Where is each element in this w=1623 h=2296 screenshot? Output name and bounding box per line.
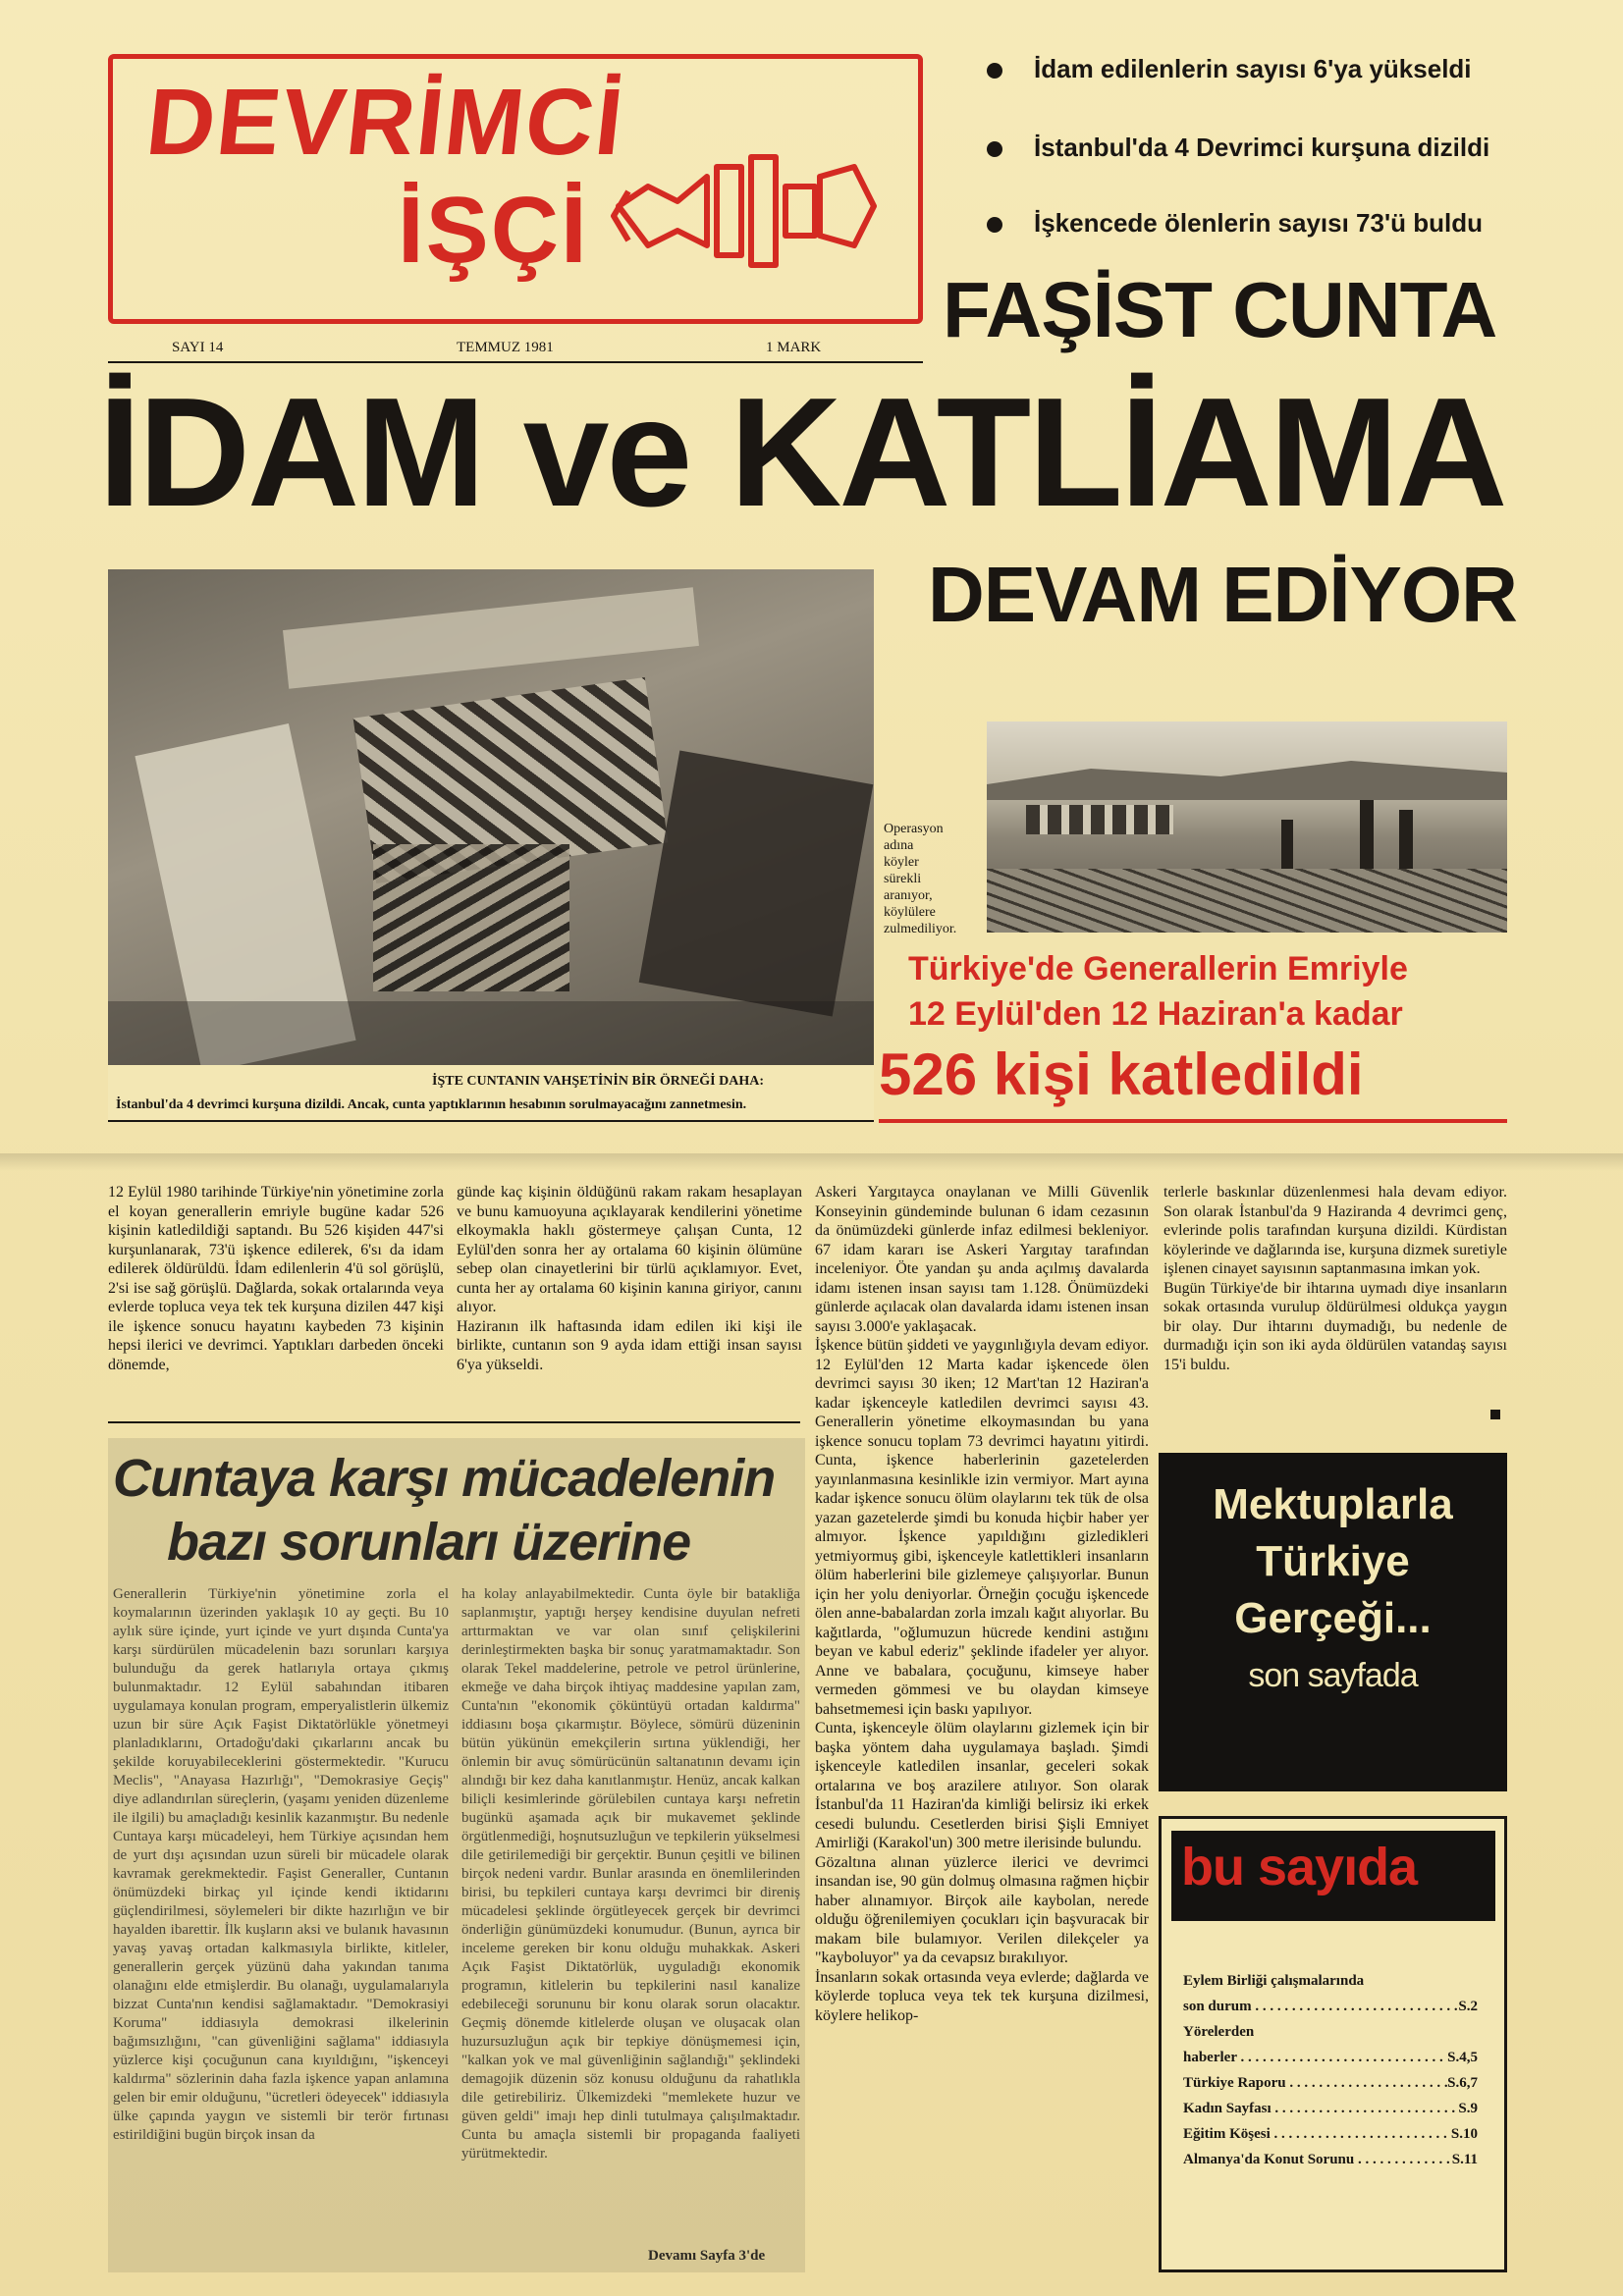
second-article-title-line1: Cuntaya karşı mücadelenin	[113, 1449, 776, 1508]
bullet-item-2	[987, 133, 1489, 163]
caption-line: aranıyor,	[884, 888, 933, 903]
toc-item-page: S.6,7	[1447, 2075, 1478, 2091]
caption-line: köylülere	[884, 905, 936, 920]
article-col-1: 12 Eylül 1980 tarihinde Türkiye'nin yönetimine zorla el koyan generallerin emriyle bugüne kadar 526 kişinin katledildiği saptandı. Bu 526 kişiden 447'si kurşunlanarak, 73'ü işkence edilerek, 6'sı da idam edilerek öldürüldü. İdam edilenlerin 4'ü sol görüşlü, 2'si ise sağ görüşlü. Dağlarda, sokak ortalarında veya evlerde topluca veya tek tek kurşuna dizilen 447 kişi ile işkence sonucu hayatını kaybeden 73 kişinin hepsi ilerici ve devrimci. Yaptıkları darbeden önceki dönemde,	[108, 1184, 444, 1373]
toc-item[interactable]	[1183, 2045, 1478, 2070]
toc-item-label: Kadın Sayfası . . .	[1183, 2096, 1458, 2121]
toc-item-page: S.10	[1450, 2126, 1478, 2142]
caption-line: sürekli	[884, 872, 922, 886]
red-headline-line3: 526 kişi katledildi	[879, 1041, 1364, 1107]
toc-item-page: S.4,5	[1447, 2050, 1478, 2065]
bullet-item-1	[987, 54, 1472, 84]
masthead-logo-line1: DEVRİMCİ	[141, 70, 630, 175]
toc-item-label: Yörelerden	[1183, 2024, 1255, 2040]
toc-item-label: Almanya'da Konut Sorunu . . .	[1183, 2147, 1452, 2172]
photo-caption-title: İŞTE CUNTANIN VAHŞETİNİN BİR ÖRNEĞİ DAHA:	[432, 1074, 765, 1089]
toc-item-label: son durum . . .	[1183, 1994, 1458, 2019]
second-article-title-line2: bazı sorunları üzerine	[167, 1513, 691, 1572]
toc-item[interactable]	[1183, 2121, 1478, 2147]
toc-item-page: S.11	[1451, 2152, 1478, 2167]
photo-caption-box	[108, 1065, 874, 1122]
headline-main: İDAM ve KATLİAMA	[98, 366, 1505, 539]
wrench-logo-icon	[609, 147, 884, 285]
column-rule	[108, 1421, 800, 1423]
masthead-rule	[108, 361, 923, 363]
toc-item[interactable]	[1183, 2096, 1478, 2121]
ad-line1: Mektuplarla	[1213, 1480, 1453, 1528]
letters-ad-box	[1159, 1453, 1507, 1791]
fold-shadow	[0, 1153, 1623, 1171]
photo-caption-text: İstanbul'da 4 devrimci kurşuna dizildi. Ancak, cunta yaptıklarının hesabının sorulmayacağını zannetmesin.	[116, 1097, 747, 1112]
caption-line: köyler	[884, 855, 919, 870]
toc-item[interactable]	[1183, 2147, 1478, 2172]
toc-item-label: Türkiye Raporu . . .	[1183, 2070, 1447, 2096]
toc-item-page: S.9	[1458, 2101, 1478, 2116]
bullet-text: İşkencede ölenlerin sayısı 73'ü buldu	[1034, 208, 1484, 238]
toc-item-label: Eylem Birliği çalışmalarında	[1183, 1973, 1365, 1989]
bullet-dot-icon	[987, 141, 1002, 157]
issue-price: 1 MARK	[766, 340, 822, 355]
toc-item[interactable]	[1183, 2019, 1478, 2045]
photo-village-operation	[987, 721, 1507, 933]
toc-item-label: Eğitim Köşesi . . .	[1183, 2121, 1451, 2147]
toc-item[interactable]	[1183, 1968, 1478, 1994]
bullet-item-3	[987, 208, 1483, 239]
article-col-4: terlerle baskınlar düzenlenmesi hala devam ediyor. Son olarak İstanbul'da 9 Haziranda 4 devrimci genç, evlerinde polis tarafından kurşuna dizildi. Kürdistan köylerinde ve dağlarında ise, kurşuna dizmek suretiyle işlenen cinayet sayısının saptanmasına imkan yok. Bugün Türkiye'de bir ihtarına uymadı diye insanların sokak ortasında vurulup öldürülmesi oldukça yaygın bir olay. Dur ihtarını duymadığı, bu nedenle de durmadığı için son iki ayda öldürülen vatandaş sayısı 15'i buldu.	[1163, 1184, 1507, 1373]
red-headline-line1: Türkiye'de Generallerin Emriyle	[908, 950, 1408, 988]
continued-note: Devamı Sayfa 3'de	[648, 2248, 766, 2264]
toc-item-label: haberler . . .	[1183, 2045, 1447, 2070]
second-article-col-b: ha kolay anlayabilmektedir. Cunta öyle bir batakliğa saplanmıştır, yaptığı herşey kendisine duyulan nefreti arttırmaktan ve var olan sınıf çelişkilerini derinleştirmekten başka bir sonuç yaratmamaktadır. Son olarak Tekel maddelerine, petrole ve petrol ürünlerine, ekmeğe ve daha birçok ihtiyaç maddesine yapılan zam, Cunta'nın "ekonomik çöküntüyü ortadan kaldırma" iddiasını boşa çıkarmıştır. Böylece, sömürü düzeninin bütün yükünün emekçilerin sırtına yüklendiği, her önlemin bir avuç sömürücünün saltanatının devamı için alındığı bir kez daha kanıtlanmıştır. Henüz, ancak kalkan biliçli kesimlerinde görülebilen cuntaya karşı nefretin bugünkü aşamada açık bir mukavemet şeklinde örgütlenmediği, hoşnutsuzluğun ve tepkilerin yükselmesi dile getirilemediği bir gerçektir. Bunun çeşitli ve bilinen birçok nedeni vardır. Bunlar arasında en önemlilerinden birisi, bu tepkileri cuntaya karşı devrimci bir direniş mücadelesi şeklinde örgütleyecek gerçek bir devrimci önderliğin günümüzdeki konumudur. (Bunun, ayrıca bir inceleme gereken bir konu olduğu muhakkak. Askeri Açık Faşist Diktatörlük, uyguladığı ekonomik programın, kitlelerin bu tepkilerini nasıl kanalize edebileceği sorununu bir konu olarak sorun olacaktır. Geçmiş dönemde kitlelerde oluşan ve oluşacak olan huzursuzluğun açık bir tepkiye dönüşmemesi için, "kalkan yok ve mal güvenliğinin sağlandığı" şeklindeki demagojik düzenin söz konusu olduğunu da rahatlıkla dile getirebiliriz. Ülkemizdeki "memlekete huzur ve güven geldi" imajı hep dinli tutulmaya çalışılmaktadır. Cunta bu amaçla sistemli bir propaganda faaliyeti yürütmektedir.	[461, 1586, 800, 2162]
article-col-3: Askeri Yargıtayca onaylanan ve Milli Güvenlik Konseyinin gündeminde bulunan 6 idam cezasının da önümüzdeki günlerde infaz edilmesi bekleniyor. 67 idam kararı ise Askeri Yargıtay tarafından inceleniyor. Öte yandan şu anda açılmış davalarda idamı istenen insan sayısı tam 1.128. Önümüzdeki günlerde açılacak olan davalarda idamı istenen insan sayısı 3.000'e yaklaşacak. İşkence bütün şiddeti ve yaygınlığıyla devam ediyor. 12 Eylül'den 12 Marta kadar işkencede ölen devrimci sayısı 30 iken; 12 Mart'tan 12 Haziran'a kadar işkenceyle katledilen devrimci sayısı 43. Generallerin yönetime elkoymasından bu yana işkence sonucu toplam 73 devrimci hayatını yitirdi. Cunta, işkence haberlerinin gazetelerden yayınlanmasına kesinlikle izin vermiyor. Mart ayına kadar işkence sonucu ölüm olaylarını tek tük de olsa yazan gazetelerde şimdi bu konuda hiçbir haber yer almıyor. İşkence yapıldığını gizledikleri yetmiyormuş gibi, işkenceyle katlettikleri insanların ölüm haberlerini bile gizlemeye çalışıyorlar. Bunun için her yolu deniyorlar. Örneğin çocuğu işkencede ölen anne-babalardan zorla imzalı kağıt alıyorlar. Bu kağıtlarda, "oğlumuzun hücrede kendini astığını beyan ve kabul ederiz" şeklinde ifadeler yer alıyor. Anne ve babalara, çocuğunu, kimseye haber vermeden gömmesi ve bu olaydan kimseye bahsetmemesi için baskı yapılıyor. Cunta, işkenceyle ölüm olaylarını gizlemek için bir başka yöntem daha uygulamaya başladı. Şimdi işkenceyle katledilen insanlar, geceleri sokak ortalarına ve boş arazilere atılıyor. Son olarak İstanbul'da 11 Haziran'da kimliği belirsiz iki erkek cesedi bulundu. Cesetlerden birisi Şişli Emniyet Amirliği (Karakol'un) 300 metre ilerisinde bulundu. Gözaltına alınan yüzlerce ilerici ve devrimci insandan ise, 90 gün dolmuş olmasına rağmen hiçbir haber alınamıyor. Birçok aile kaybolan, nerede olduğu öğrenilemiyen çocukları için başvuracak bir makam bile bulamıyor. Verilen dilekçeler ya "kayboluyor" ya da cevapsız bırakılıyor. İnsanların sokak ortasında veya evlerde; dağlarda ve köylerde topluca veya tek tek kurşuna dizilmesi, köylere helikop-	[815, 1184, 1149, 2024]
bullet-text: İstanbul'da 4 Devrimci kurşuna dizildi	[1034, 133, 1490, 162]
toc-item[interactable]	[1183, 2070, 1478, 2096]
second-article-col-a: Generallerin Türkiye'nin yönetimine zorla el koymalarının üzerinden yaklaşık 10 ay geçti. Bu 10 aylık süre içinde, yurt içinde ve yurt dışında Cunta'ya karşı sürdürülen mücadelenin bazı sorunları karşıya bulunduğu da gerek hatlarıyla ortaya çıkmış bulunmaktadır. 12 Eylül sabahından itibaren uygulamaya konulan program, emperyalistlerin ülkemiz uzun bir süre Açık Faşist Diktatörlükle yönetmeyi planladıklarını, Ortadoğu'daki çıkarlarını ancak bu şekilde koruyabileceklerini göstermektedir. "Kurucu Meclis", "Anayasa Hazırlığı", "Demokrasiye Geçiş" diye adlandırılan süreçlerin, (yaşamı yeniden düzenleme ile ilgili) bu amaçladığı kesinlik kazanmıştır. Bu nedenle Cuntaya karşı mücadeleyi, hem Türkiye açısından hem de yurt dışı açısından uzun süreli bir mücadele olarak kavramak gerekmektedir. Faşist Generaller, Cuntanın önümüzdeki birkaç yıl içinde kendi iktidarını güçlendirilmesi, söylemeleri bir dikte hazırlığın ve bir hayalden ibarettir. İlk kuşların aksi ve bulanık havasının yavaş yavaş ortadan kalkmasıyla birlikte, kitleler, generallerin gerçek yüzünü daha yakından tanıma olanağını elde etmişlerdir. Bu olanağı, uygulamalarıyla bizzat Cunta'nın kendisi sağlamaktadır. "Demokrasiyi Koruma" iddiasıyla demokrasi ilkelerinin bağımsızlığını, "can güvenliğini sağlama" iddiasıyla yüzlerce kişi çocuğunun cana kıyıldığını, "işkenceyi kaldırma" sözlerinin daha fazla işkence yapan anlamına gelen bir emir olduğunu, "ücretleri ödeyecek" iddiasıyla ülke çapında yaygın ve sistemli bir terör fırtınası estirildiğini bugün birçok insan da	[113, 1586, 449, 2143]
photo-right-caption	[884, 821, 992, 937]
bullet-dot-icon	[987, 217, 1002, 233]
article-col-2: günde kaç kişinin öldüğünü rakam rakam hesaplayan ve bunu kamuoyuna açıklayarak kendilerini yönetime elkoymakla haklı göstermeye çalışan Cunta, 12 Eylül'den sonra her ay ortalama 60 kişinin ölümüne sebep olan cinayetlerini bir türlü açıklamıyor. Evet, cunta her ay ortalama 60 kişinin kanına giriyor, canını alıyor. Haziranın ilk haftasında idam edilen iki kişi ile birlikte, cuntanın son 9 ayda idam ettiği insan sayısı 6'ya yükseldi.	[457, 1184, 802, 1373]
red-rule	[879, 1119, 1507, 1123]
red-headline-line2: 12 Eylül'den 12 Haziran'a kadar	[908, 995, 1403, 1033]
headline-kicker: FAŞİST CUNTA	[943, 266, 1497, 353]
toc-box	[1159, 1816, 1507, 2272]
photocopy-fade	[108, 1438, 805, 2272]
end-mark-icon	[1490, 1410, 1500, 1419]
bullet-dot-icon	[987, 63, 1002, 79]
ad-line4: son sayfada	[1248, 1657, 1418, 1694]
caption-line: Operasyon	[884, 822, 944, 836]
toc-title: bu sayıda	[1181, 1838, 1418, 1896]
toc-item-page: S.2	[1458, 1999, 1478, 2014]
caption-line: adına	[884, 838, 914, 853]
toc-list	[1183, 1968, 1478, 2172]
toc-item[interactable]	[1183, 1994, 1478, 2019]
ad-line2: Türkiye	[1256, 1537, 1410, 1585]
masthead-logo-line2: İŞÇİ	[398, 178, 589, 283]
photo-victims	[108, 569, 874, 1065]
issue-number: SAYI 14	[172, 340, 224, 355]
bullet-text: İdam edilenlerin sayısı 6'ya yükseldi	[1034, 54, 1472, 83]
caption-line: zulmediliyor.	[884, 922, 957, 936]
issue-date: TEMMUZ 1981	[457, 340, 554, 355]
headline-sub: DEVAM EDİYOR	[928, 551, 1517, 638]
ad-line3: Gerçeği...	[1234, 1594, 1432, 1642]
